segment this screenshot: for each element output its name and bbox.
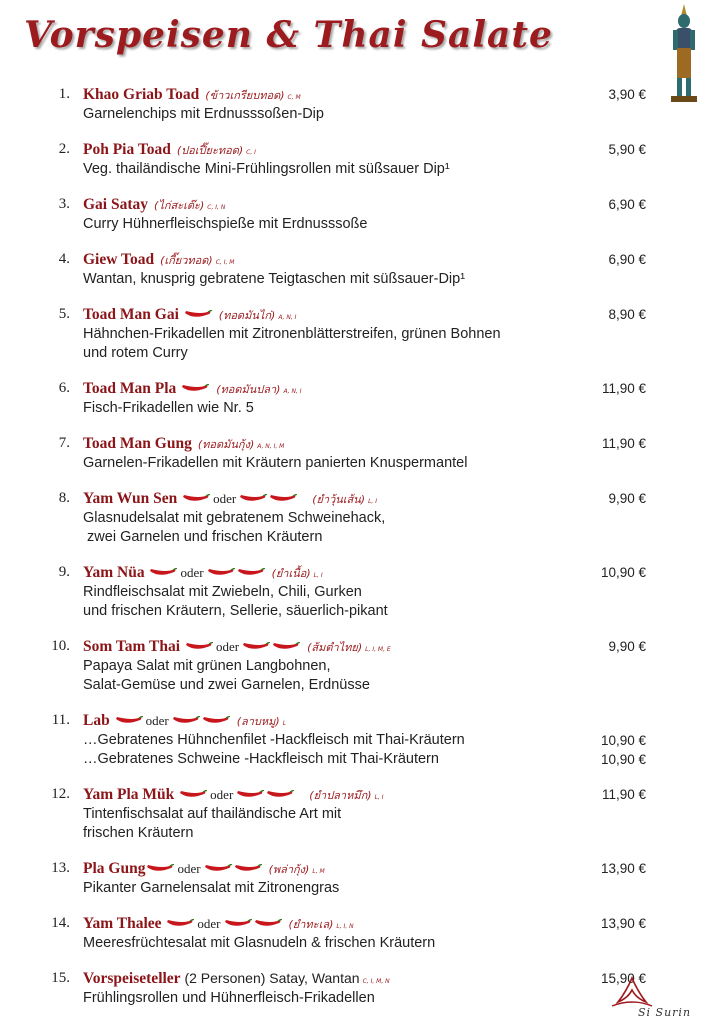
item-price: 10,90 € <box>600 733 646 748</box>
item-description: Pikanter Garnelensalat mit Zitronengras <box>83 880 340 896</box>
chili-icon <box>166 919 194 929</box>
item-number: 1. <box>58 86 70 102</box>
chili-icon <box>179 790 207 800</box>
item-price: 15,90 € <box>600 971 646 986</box>
chili-icon <box>202 716 230 726</box>
item-number: 2. <box>58 141 70 157</box>
item-thai-name: (ข้าวเกรียบทอด) <box>205 89 285 102</box>
item-thai-name: (ทอดมันกุ้ง) <box>197 438 255 451</box>
or-label: oder <box>145 713 169 728</box>
item-number: 15. <box>51 970 70 986</box>
item-number: 5. <box>58 306 70 322</box>
page-title: Vorspeisen & Thai Salate <box>24 14 553 56</box>
item-name-line <box>83 564 323 582</box>
item-thai-name: (ยำวุ้นเส้น) <box>312 493 366 506</box>
item-name: Giew Toad <box>83 251 155 268</box>
item-description: Curry Hühnerfleischspieße mit Erdnusssoße <box>83 216 368 232</box>
item-name-line <box>83 638 391 656</box>
item-sub-text: …Gebratenes Hühnchenfilet -Hackfleisch mit Thai-Kräutern <box>83 732 465 748</box>
chili-icon <box>181 384 209 394</box>
item-allergens: L, I, N <box>336 923 354 930</box>
item-allergens: C, I, M, N <box>362 978 390 985</box>
item-name-line <box>83 435 284 453</box>
item-sub-text: …Gebratenes Schweine -Hackfleisch mit Thai-Kräutern <box>83 751 439 767</box>
item-description: Salat-Gemüse und zwei Garnelen, Erdnüsse <box>83 677 370 693</box>
item-name-line <box>83 786 384 804</box>
menu-item <box>40 141 650 179</box>
item-number: 3. <box>58 196 70 212</box>
item-thai-name: (ลาบหมู) <box>236 715 280 728</box>
item-name-line <box>83 915 354 933</box>
item-allergens: C, M <box>287 94 301 101</box>
chili-icon <box>184 310 212 320</box>
item-thai-name: (ปอเปี๊ยะทอด) <box>176 144 244 157</box>
item-description: Fisch-Frikadellen wie Nr. 5 <box>83 400 254 416</box>
menu-item <box>40 306 650 363</box>
item-number: 4. <box>58 251 70 267</box>
menu-item <box>40 638 650 695</box>
item-thai-name: (ส้มตำไทย) <box>307 641 363 654</box>
item-description: frischen Kräutern <box>83 825 194 841</box>
item-allergens: L, I <box>313 572 323 579</box>
item-number: 12. <box>51 786 70 802</box>
item-description: Veg. thailändische Mini-Frühlingsrollen mit süßsauer Dip¹ <box>83 161 450 177</box>
or-label: oder <box>177 861 201 876</box>
item-number: 6. <box>58 380 70 396</box>
item-price: 13,90 € <box>600 916 646 931</box>
item-name-line <box>83 490 377 508</box>
chili-icon <box>207 568 235 578</box>
or-label: oder <box>213 491 237 506</box>
item-name-line <box>83 196 225 214</box>
chili-icon <box>236 790 264 800</box>
chili-icon <box>237 568 265 578</box>
menu-item <box>40 786 650 843</box>
item-allergens: L, I <box>374 794 384 801</box>
chili-icon <box>182 494 210 504</box>
item-name: Toad Man Gai <box>83 306 179 323</box>
menu-item <box>40 380 650 418</box>
item-allergens: L <box>282 720 287 727</box>
menu-item <box>40 435 650 473</box>
item-name: Lab <box>83 712 110 729</box>
item-description: Rindfleischsalat mit Zwiebeln, Chili, Gurken <box>83 584 362 600</box>
item-price: 13,90 € <box>600 861 646 876</box>
item-name: Toad Man Gung <box>83 435 192 452</box>
or-label: oder <box>197 916 221 931</box>
item-description: Meeresfrüchtesalat mit Glasnudeln & frischen Kräutern <box>83 935 436 951</box>
item-price: 6,90 € <box>608 252 646 267</box>
item-name: Gai Satay <box>83 196 149 213</box>
restaurant-logo <box>608 976 706 1022</box>
item-name-line <box>83 141 256 159</box>
item-allergens: C, I, N <box>207 204 226 211</box>
item-name: Toad Man Pla <box>83 380 177 397</box>
item-allergens: C, I <box>246 149 256 156</box>
menu-item <box>40 915 650 953</box>
item-description: Garnelen-Frikadellen mit Kräutern panierten Knuspermantel <box>83 455 468 471</box>
item-description: Wantan, knusprig gebratene Teigtaschen mit süßsauer-Dip¹ <box>83 271 466 287</box>
item-price: 6,90 € <box>608 197 646 212</box>
item-allergens: C, I, M <box>215 259 235 266</box>
item-name-line <box>83 970 390 988</box>
menu-item <box>40 860 650 898</box>
item-name: Yam Thalee <box>83 915 162 932</box>
item-allergens: L, I <box>368 498 378 505</box>
chili-icon <box>115 716 143 726</box>
item-number: 8. <box>58 490 70 506</box>
menu-item <box>40 712 650 769</box>
menu-item <box>40 251 650 289</box>
chili-icon <box>254 919 282 929</box>
item-name: Poh Pia Toad <box>83 141 171 158</box>
item-name-line <box>83 380 302 398</box>
or-label: oder <box>215 639 240 654</box>
item-description: Hähnchen-Frikadellen mit Zitronenblätterstreifen, grünen Bohnen <box>83 326 501 342</box>
menu-item <box>40 564 650 621</box>
chili-icon <box>272 642 300 652</box>
item-allergens: L, M <box>312 868 325 875</box>
item-price: 11,90 € <box>601 436 646 451</box>
item-name: Vorspeiseteller <box>83 970 181 987</box>
menu-item <box>40 970 650 1008</box>
chili-icon <box>172 716 200 726</box>
item-name: Yam Pla Mük <box>83 786 175 803</box>
item-name: Som Tam Thai <box>83 638 181 655</box>
chili-icon <box>146 864 174 874</box>
item-thai-name: (ทอดมันปลา) <box>216 383 281 396</box>
item-allergens: A, N, I <box>283 388 302 395</box>
chili-icon <box>242 642 270 652</box>
item-number: 11. <box>51 712 70 728</box>
item-number: 10. <box>51 638 70 654</box>
item-name-extra: (2 Personen) Satay, Wantan <box>180 970 360 986</box>
item-description: und frischen Kräutern, Sellerie, säuerlich-pikant <box>83 603 388 619</box>
chili-icon <box>224 919 252 929</box>
item-description: Tintenfischsalat auf thailändische Art mit <box>83 806 342 822</box>
menu-item <box>40 196 650 234</box>
item-description: Garnelenchips mit Erdnusssoßen-Dip <box>83 106 324 122</box>
item-price: 10,90 € <box>600 752 646 767</box>
item-price: 9,90 € <box>608 639 646 654</box>
chili-icon <box>239 494 267 504</box>
item-name: Yam Nüa <box>83 564 145 581</box>
item-name-line <box>83 251 234 269</box>
item-description: Glasnudelsalat mit gebratenem Schweinehack, <box>83 510 386 526</box>
item-price: 9,90 € <box>608 491 646 506</box>
item-allergens: L, I, M, E <box>365 646 391 653</box>
item-allergens: A, N, I, M <box>257 443 285 450</box>
item-thai-name: (เกี๊ยวทอด) <box>160 254 213 267</box>
item-description: Papaya Salat mit grünen Langbohnen, <box>83 658 331 674</box>
menu-item <box>40 86 650 124</box>
item-price: 10,90 € <box>600 565 646 580</box>
item-sub-option <box>83 750 650 769</box>
item-thai-name: (ไก่สะเต๊ะ) <box>154 199 205 212</box>
item-thai-name: (ยำปลาหมึก) <box>309 789 372 802</box>
item-name: Khao Griab Toad <box>83 86 200 103</box>
item-name-line <box>83 712 286 730</box>
chili-icon <box>204 864 232 874</box>
item-allergens: A, N, I <box>278 314 297 321</box>
menu-item <box>40 490 650 547</box>
chili-icon <box>234 864 262 874</box>
logo-text: Si Surin <box>638 1006 692 1019</box>
item-description: zwei Garnelen und frischen Kräutern <box>83 529 323 545</box>
chili-icon <box>185 642 213 652</box>
item-sub-option <box>83 731 650 750</box>
item-name-line <box>83 860 325 878</box>
item-description: Frühlingsrollen und Hühnerfleisch-Frikadellen <box>83 990 375 1006</box>
item-number: 9. <box>58 564 70 580</box>
chili-icon <box>269 494 297 504</box>
or-label: oder <box>210 787 234 802</box>
item-thai-name: (พล่ากุ้ง) <box>268 863 310 876</box>
item-price: 11,90 € <box>601 787 646 802</box>
item-price: 8,90 € <box>608 307 646 322</box>
item-price: 5,90 € <box>608 142 646 157</box>
item-description: und rotem Curry <box>83 345 188 361</box>
item-thai-name: (ยำเนื้อ) <box>271 567 311 580</box>
item-number: 7. <box>58 435 70 451</box>
item-number: 13. <box>51 860 70 876</box>
item-thai-name: (ยำทะเล) <box>288 918 334 931</box>
item-name-line <box>83 306 296 324</box>
item-name: Pla Gung <box>83 860 146 877</box>
menu-list <box>0 86 709 1025</box>
item-price: 11,90 € <box>601 381 646 396</box>
item-name-line <box>83 86 301 104</box>
or-label: oder <box>180 565 204 580</box>
item-thai-name: (ทอดมันไก่) <box>218 309 276 322</box>
item-name: Yam Wun Sen <box>83 490 178 507</box>
chili-icon <box>266 790 294 800</box>
item-price: 3,90 € <box>608 87 646 102</box>
chili-icon <box>149 568 177 578</box>
item-number: 14. <box>51 915 70 931</box>
